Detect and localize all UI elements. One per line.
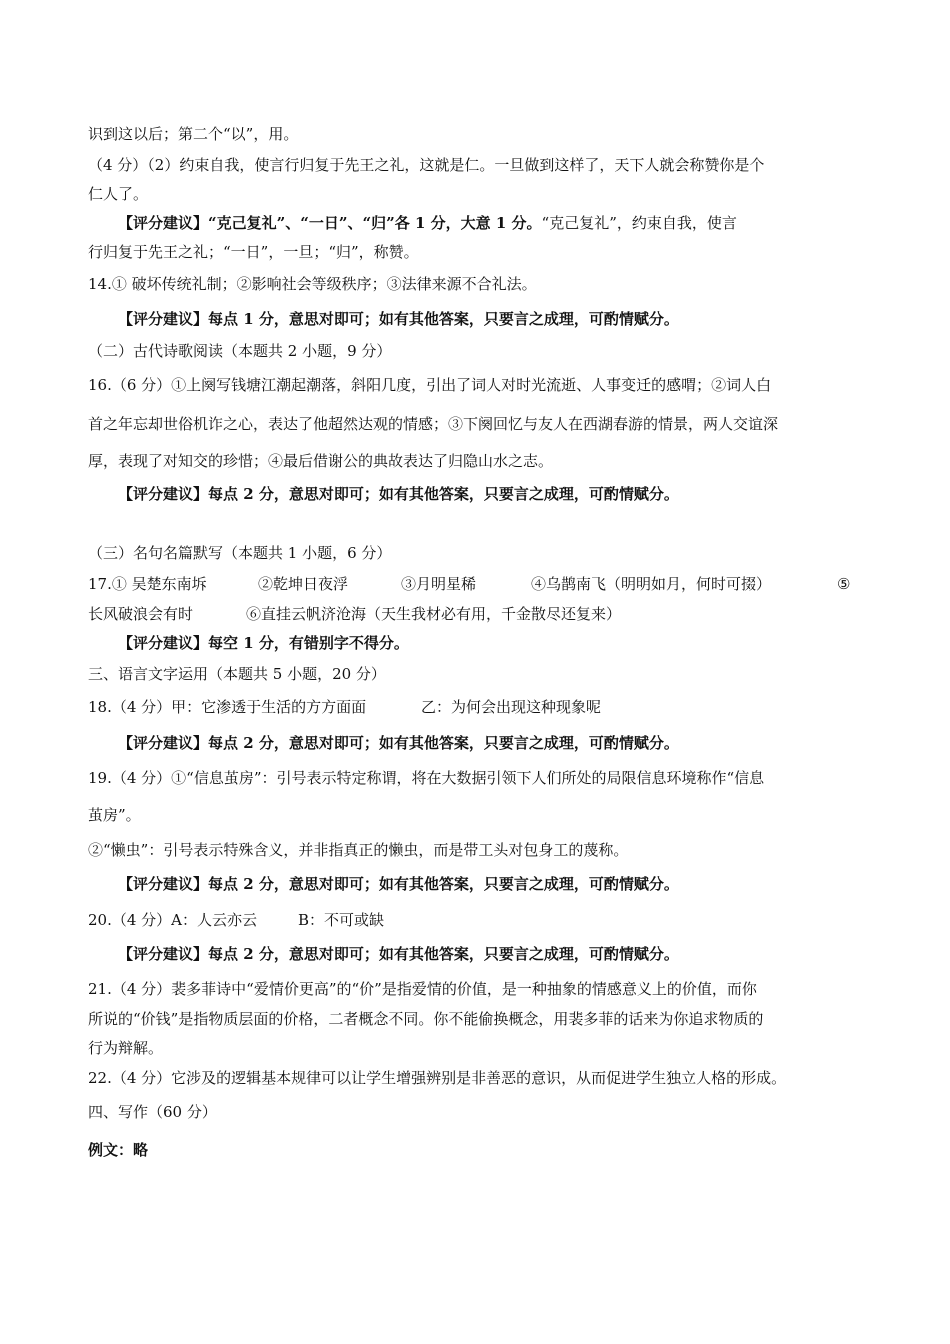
answer-16-line-1: 16.（6 分）①上阕写钱塘江潮起潮落，斜阳几度，引出了词人对时光流逝、人事变迁的感喟；②词人白 bbox=[88, 376, 772, 394]
blank-5: 长风破浪会有时 bbox=[88, 605, 194, 623]
answer-18-a: 18.（4 分）甲：它渗透于生活的方方面面 bbox=[88, 698, 367, 716]
answer-20-a: 20.（4 分）A：人云亦云 bbox=[88, 911, 257, 929]
answer-13-line-1: 识到这以后；第二个“以”，用。 bbox=[88, 125, 299, 143]
answer-18-b: 乙：为何会出现这种现象呢 bbox=[421, 698, 602, 716]
section-recitation-heading: （三）名句名篇默写（本题共 1 小题，6 分） bbox=[88, 544, 392, 562]
answer-21-line-3: 行为辩解。 bbox=[88, 1039, 164, 1057]
blank-3: ③月明星稀 bbox=[401, 575, 477, 593]
answer-16-line-3: 厚，表现了对知交的珍惜；④最后借谢公的典故表达了归隐山水之志。 bbox=[88, 452, 554, 470]
answer-19-line-1: 19.（4 分）①“信息茧房”：引号表示特定称谓，将在大数据引领下人们所处的局限信息环境称作“信息 bbox=[88, 769, 765, 787]
blank-4: ④乌鹊南飞（明明如月，何时可掇） bbox=[531, 575, 772, 593]
section-writing-heading: 四、写作（60 分） bbox=[88, 1103, 217, 1121]
scoring-note-16: 【评分建议】每点 2 分，意思对即可；如有其他答案，只要言之成理，可酌情赋分。 bbox=[118, 485, 679, 503]
scoring-note-text: “克己复礼”，约束自我，使言 bbox=[541, 214, 737, 232]
scoring-note-20: 【评分建议】每点 2 分，意思对即可；如有其他答案，只要言之成理，可酌情赋分。 bbox=[118, 945, 679, 963]
answer-17-line-2 bbox=[88, 604, 621, 624]
sample-essay-note: 例文：略 bbox=[88, 1141, 149, 1159]
scoring-note-14: 【评分建议】每点 1 分，意思对即可；如有其他答案，只要言之成理，可酌情赋分。 bbox=[118, 310, 679, 328]
scoring-note-17: 【评分建议】每空 1 分，有错别字不得分。 bbox=[118, 634, 409, 652]
scoring-note-label: 【评分建议】“克己复礼”、“一日”、“归”各 1 分，大意 1 分。 bbox=[118, 214, 542, 232]
answer-13-line-3: 仁人了。 bbox=[88, 185, 149, 203]
blank-5-marker: ⑤ bbox=[837, 575, 851, 593]
section-language-heading: 三、语言文字运用（本题共 5 小题，20 分） bbox=[88, 665, 386, 683]
answer-20-b: B：不可或缺 bbox=[298, 911, 385, 929]
scoring-note-19: 【评分建议】每点 2 分，意思对即可；如有其他答案，只要言之成理，可酌情赋分。 bbox=[118, 875, 679, 893]
answer-19-line-3: ②“懒虫”：引号表示特殊含义，并非指真正的懒虫，而是带工头对包身工的蔑称。 bbox=[88, 841, 629, 859]
answer-19-line-2: 茧房”。 bbox=[88, 806, 141, 824]
answer-18 bbox=[88, 697, 601, 717]
answer-20 bbox=[88, 910, 384, 930]
answer-16-line-2: 首之年忘却世俗机诈之心，表达了他超然达观的情感；③下阕回忆与友人在西湖春游的情景，两人交谊深 bbox=[88, 415, 779, 433]
blank-2: ②乾坤日夜浮 bbox=[258, 575, 349, 593]
scoring-note-13 bbox=[118, 213, 737, 233]
blank-6: ⑥直挂云帆济沧海（天生我材必有用，千金散尽还复来） bbox=[246, 605, 622, 623]
answer-17-line-1 bbox=[88, 574, 850, 594]
answer-22: 22.（4 分）它涉及的逻辑基本规律可以让学生增强辨别是非善恶的意识，从而促进学生独立人格的形成。 bbox=[88, 1069, 787, 1087]
scoring-note-18: 【评分建议】每点 2 分，意思对即可；如有其他答案，只要言之成理，可酌情赋分。 bbox=[118, 734, 679, 752]
answer-21-line-1: 21.（4 分）裴多菲诗中“爱情价更高”的“价”是指爱情的价值，是一种抽象的情感意义上的价值，而你 bbox=[88, 980, 757, 998]
blank-1: 17.① 吴楚东南坼 bbox=[88, 575, 207, 593]
scoring-note-13-cont: 行归复于先王之礼；“一日”，一旦；“归”，称赞。 bbox=[88, 243, 419, 261]
answer-14: 14.① 破坏传统礼制；②影响社会等级秩序；③法律来源不合礼法。 bbox=[88, 275, 537, 293]
section-poetry-heading: （二）古代诗歌阅读（本题共 2 小题，9 分） bbox=[88, 342, 392, 360]
answer-13-line-2: （4 分）（2）约束自我，使言行归复于先王之礼，这就是仁。一旦做到这样了，天下人就会称赞你是个 bbox=[88, 156, 765, 174]
answer-21-line-2: 所说的“价钱”是指物质层面的价格，二者概念不同。你不能偷换概念，用裴多菲的话来为你追求物质的 bbox=[88, 1010, 764, 1028]
